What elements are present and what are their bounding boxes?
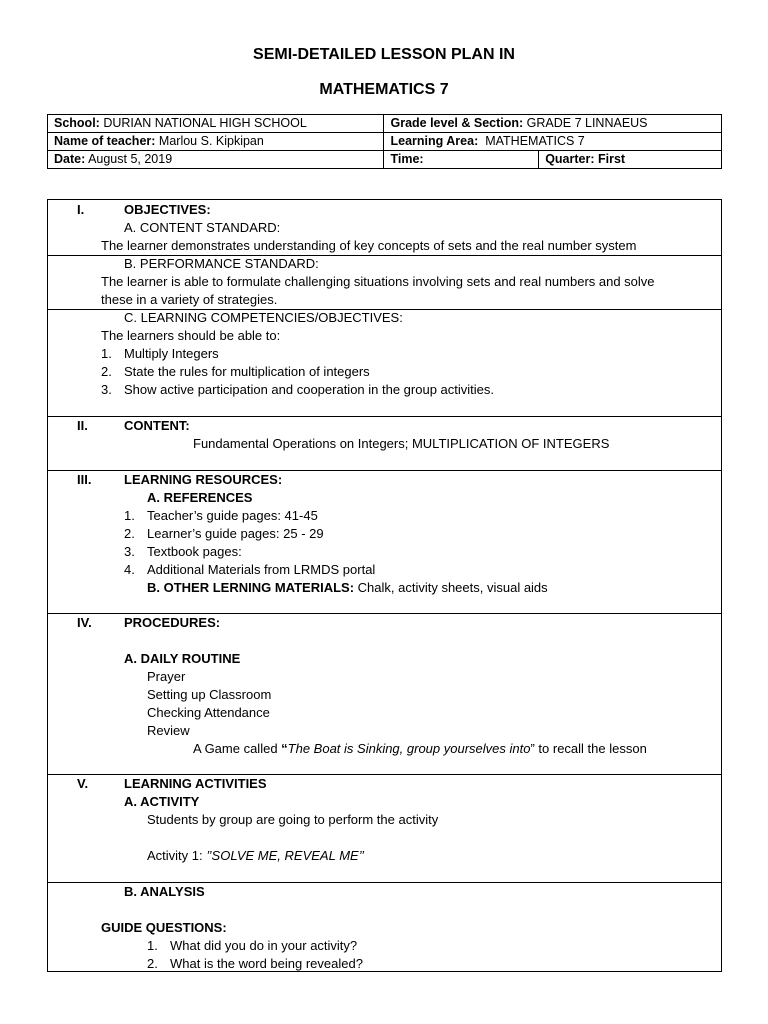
performance-standard-text-2: these in a variety of strategies. [101,292,278,307]
date-label: Date: [54,152,86,166]
list-item-number: 2. [124,526,135,541]
guide-questions-heading: GUIDE QUESTIONS: [101,920,227,935]
teacher-value: Marlou S. Kipkipan [158,134,264,148]
quarter-label: Quarter: First [545,152,626,166]
time-label: Time: [390,152,424,166]
performance-standard-heading: B. PERFORMANCE STANDARD: [124,256,319,271]
area-cell [384,133,722,151]
game-suffix: ” to recall the lesson [530,741,647,756]
page-title-line2: MATHEMATICS 7 [319,81,449,98]
game-prefix: A Game called [193,741,282,756]
routine-item: Checking Attendance [147,705,270,720]
performance-standard-text-1: The learner is able to formulate challenging situations involving sets and real numbers and solve [101,274,655,289]
lesson-plan-body [47,199,722,972]
other-materials [147,579,548,596]
competencies-heading: C. LEARNING COMPETENCIES/OBJECTIVES: [124,310,403,325]
info-row-teacher [48,133,722,151]
teacher-cell [48,133,384,151]
time-cell [384,151,539,169]
area-value: MATHEMATICS 7 [485,134,585,148]
procedures-heading: PROCEDURES: [124,615,221,630]
references-heading: A. REFERENCES [147,490,253,505]
list-item-number: 4. [124,562,135,577]
routine-item: Setting up Classroom [147,687,272,702]
list-item: What did you do in your activity? [170,938,358,953]
grade-label: Grade level & Section: [390,116,524,130]
school-value: DURIAN NATIONAL HIGH SCHOOL [103,116,307,130]
activity-heading: A. ACTIVITY [124,794,200,809]
quarter-cell [539,151,722,169]
list-item-number: 2. [147,956,158,971]
list-item: Teacher’s guide pages: 41-45 [147,508,318,523]
list-item-number: 1. [101,346,112,361]
list-item: Show active participation and cooperation in the group activities. [124,382,494,397]
grade-value: GRADE 7 LINNAEUS [526,116,648,130]
section-number-iii: III. [77,472,92,487]
content-standard-heading: A. CONTENT STANDARD: [124,220,281,235]
school-info-table [47,114,722,169]
list-item-number: 1. [147,938,158,953]
list-item-number: 1. [124,508,135,523]
routine-item: Review [147,723,190,738]
activity-1-line [147,847,364,864]
teacher-label: Name of teacher: [54,134,156,148]
info-row-date [48,151,722,169]
game-quote-open: “ [281,741,288,756]
list-item: Learner’s guide pages: 25 - 29 [147,526,324,541]
date-value: August 5, 2019 [88,152,173,166]
school-label: School: [54,116,100,130]
daily-routine-heading: A. DAILY ROUTINE [124,651,241,666]
objectives-heading: OBJECTIVES: [124,202,211,217]
list-item-number: 3. [124,544,135,559]
grade-cell [384,115,722,133]
content-text: Fundamental Operations on Integers; MULTIPLICATION OF INTEGERS [193,436,610,451]
content-standard-text: The learner demonstrates understanding of key concepts of sets and the real number system [101,238,637,253]
info-row-school [48,115,722,133]
competencies-intro: The learners should be able to: [101,328,281,343]
page-title-line1: SEMI-DETAILED LESSON PLAN IN [253,46,515,63]
other-materials-label: B. OTHER LERNING MATERIALS: [147,580,355,595]
game-name: The Boat is Sinking, group yourselves into [287,741,531,756]
list-item-number: 2. [101,364,112,379]
list-item-number: 3. [101,382,112,397]
list-item: State the rules for multiplication of integers [124,364,370,379]
analysis-heading: B. ANALYSIS [124,884,205,899]
resources-heading: LEARNING RESOURCES: [124,472,283,487]
routine-item: Prayer [147,669,186,684]
learning-activities-heading: LEARNING ACTIVITIES [124,776,267,791]
review-game-text [193,740,647,757]
content-heading: CONTENT: [124,418,190,433]
section-number-i: I. [77,202,85,217]
section-number-v: V. [77,776,89,791]
section-number-ii: II. [77,418,88,433]
other-materials-text: Chalk, activity sheets, visual aids [354,580,548,595]
activity-1-name: ’’SOLVE ME, REVEAL ME’’ [206,848,364,863]
date-cell [48,151,384,169]
school-cell [48,115,384,133]
list-item: Additional Materials from LRMDS portal [147,562,376,577]
list-item: What is the word being revealed? [170,956,363,971]
activity-text: Students by group are going to perform the activity [147,812,439,827]
area-label: Learning Area: [390,134,479,148]
list-item: Textbook pages: [147,544,242,559]
section-number-iv: IV. [77,615,92,630]
activity-1-label: Activity 1: [147,848,207,863]
list-item: Multiply Integers [124,346,219,361]
